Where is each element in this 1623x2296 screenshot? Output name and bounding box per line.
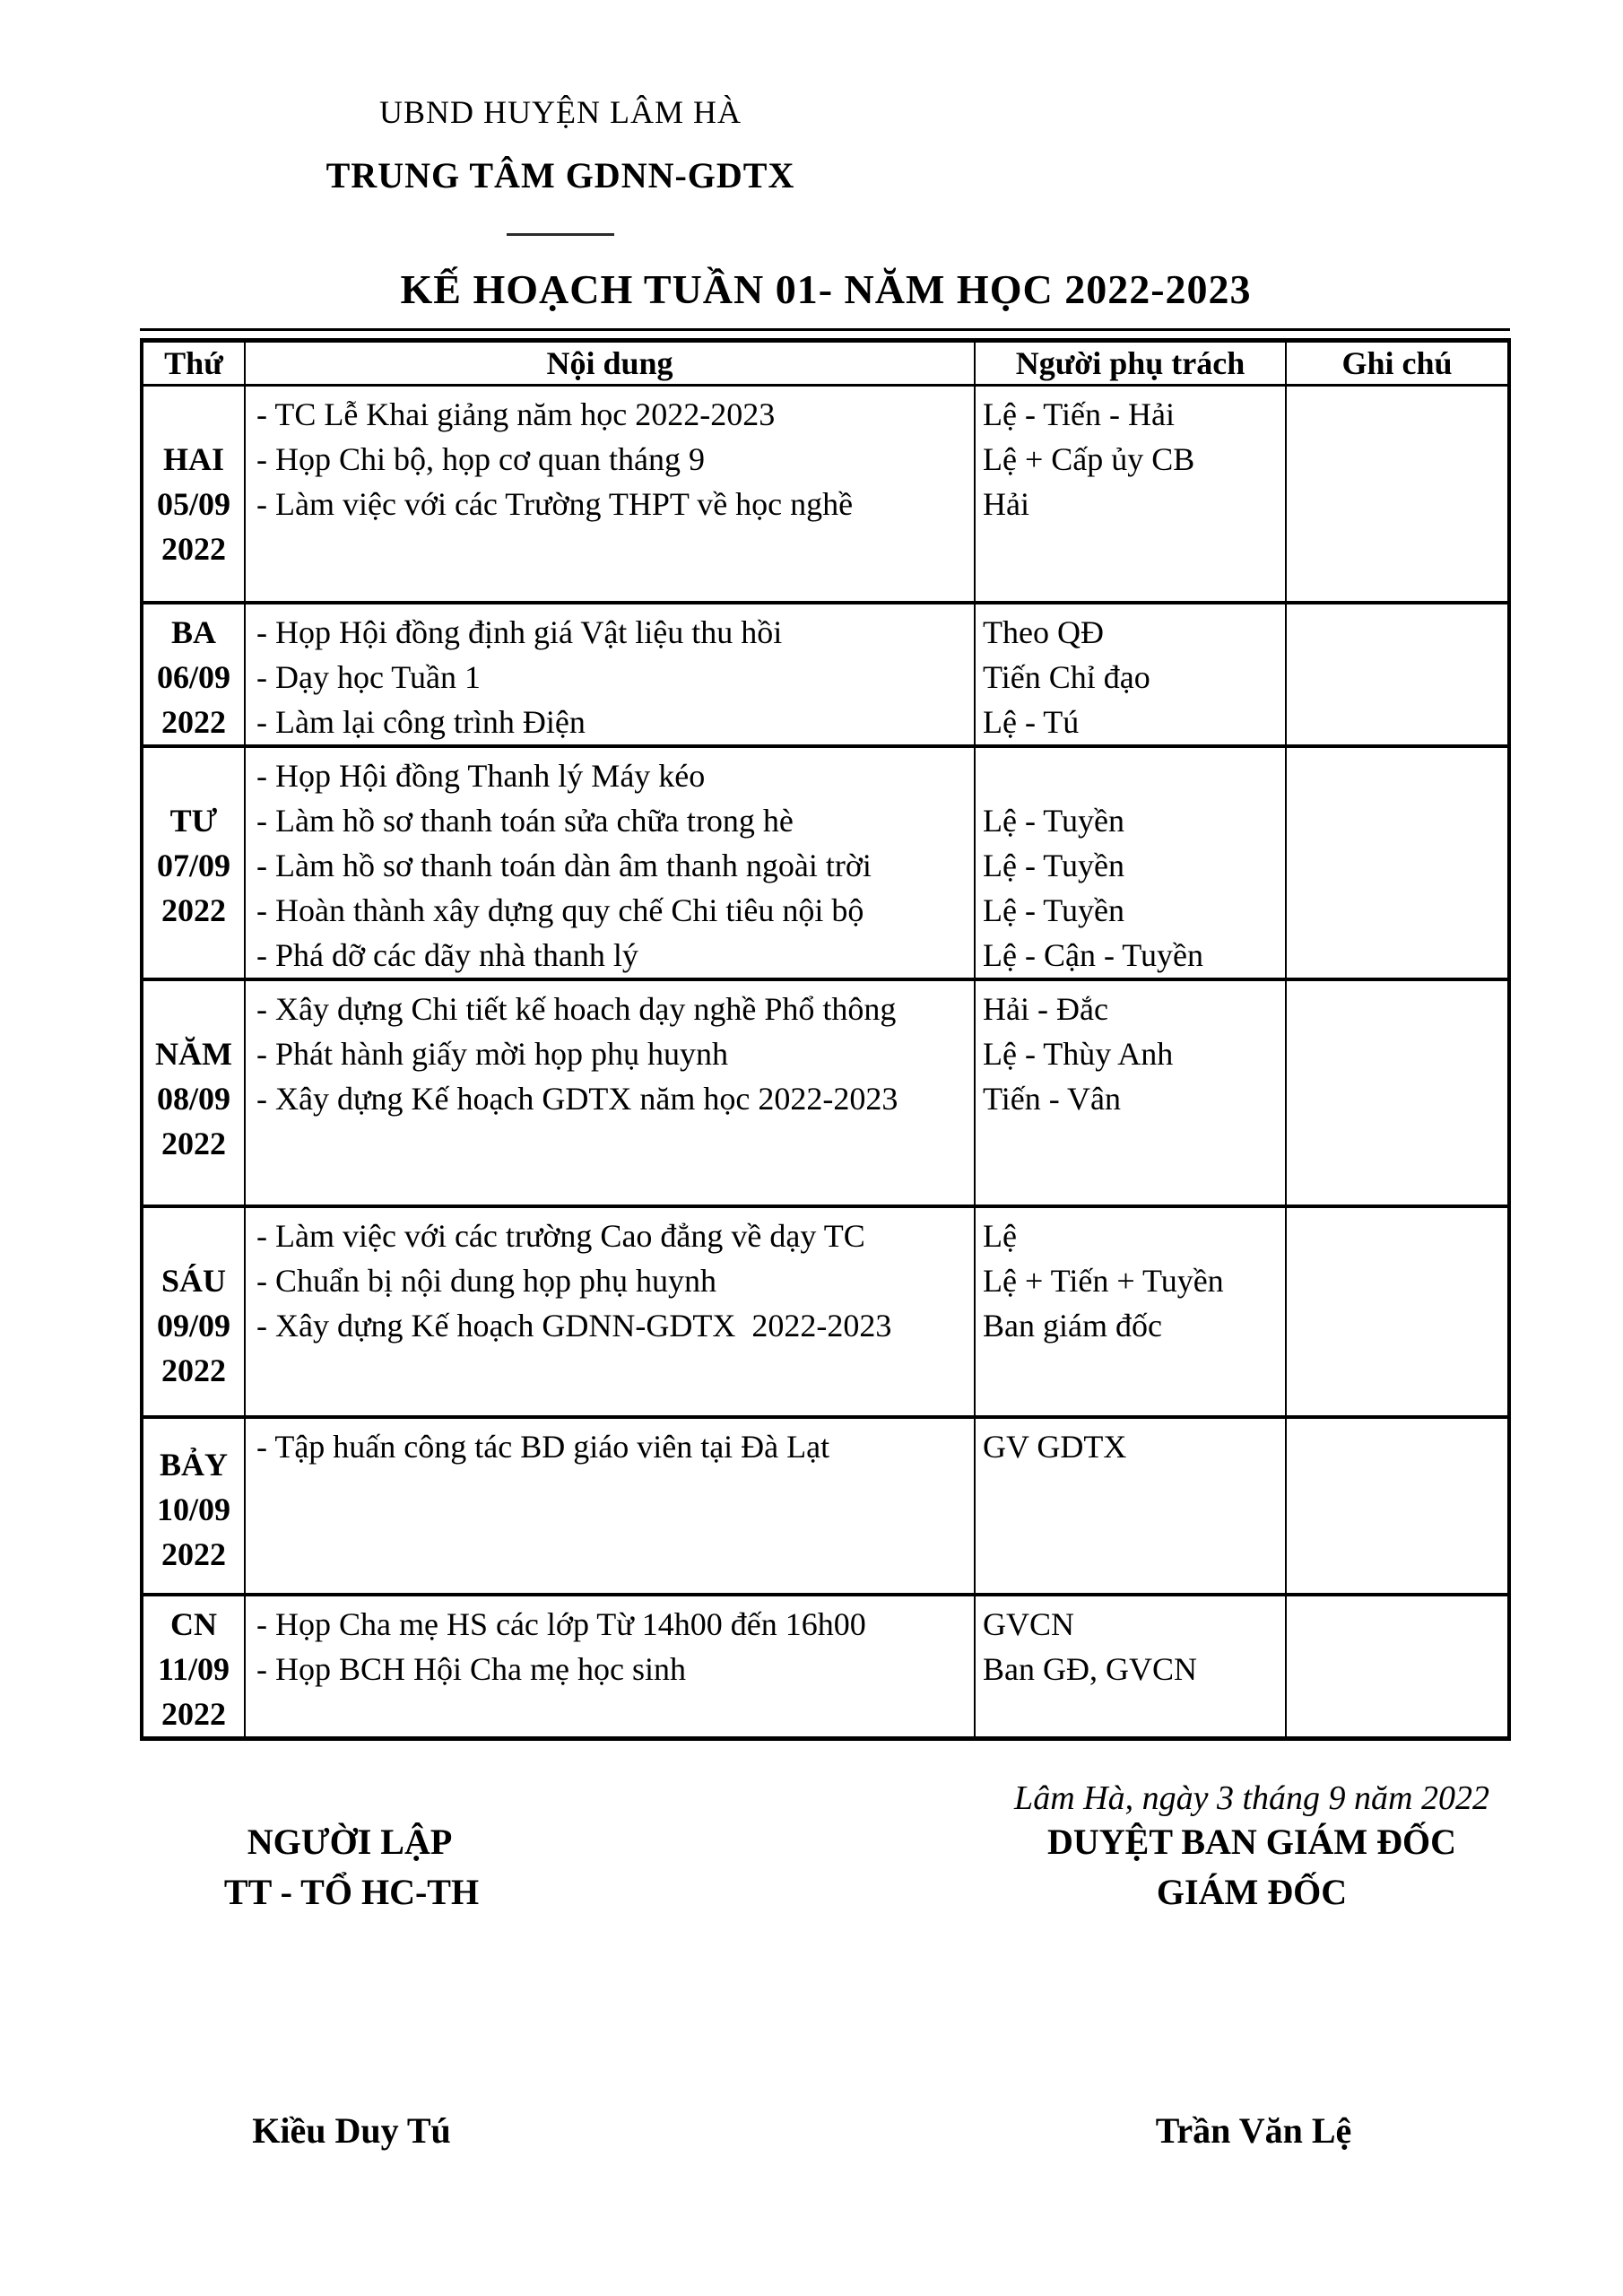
col-header-person: Người phụ trách [975,341,1286,386]
content-line: - Làm hồ sơ thanh toán dàn âm thanh ngoài trời [256,847,872,883]
note-cell [1286,1206,1509,1417]
content-cell [245,386,975,603]
note-cell [1286,746,1509,979]
org-unit: TRUNG TÂM GDNN-GDTX [325,155,795,196]
person-line: Lệ + Cấp ủy CB [983,441,1195,477]
person-line: Lệ + Tiến + Tuyền [983,1262,1224,1299]
content-line: - Phá dỡ các dãy nhà thanh lý [256,936,638,973]
org-name: UBND HUYỆN LÂM HÀ [379,94,742,130]
day-date: 08/09 [156,1080,230,1117]
persons-cell [975,1206,1286,1417]
plan-row [142,1417,1509,1595]
content-line: - Xây dựng Chi tiết kế hoach dạy nghề Phổ thông [256,990,897,1027]
day-date: 10/09 [156,1491,230,1527]
content-line: - Họp BCH Hội Cha mẹ học sinh [256,1650,686,1687]
person-line: Lệ - Tiến - Hải [983,396,1175,432]
person-line: GV GDTX [983,1428,1127,1465]
note-cell [1286,386,1509,603]
table-top-rule [140,328,1510,331]
person-line: Tiến - Vân [983,1080,1122,1117]
content-cell [245,1417,975,1595]
content-line: - Họp Hội đồng định giá Vật liệu thu hồi [256,613,783,650]
persons-cell [975,386,1286,603]
creator-name: Kiều Duy Tú [252,2110,451,2151]
day-year: 2022 [161,531,226,567]
creator-title: NGƯỜI LẬP [247,1822,453,1862]
org-header [0,93,1121,196]
person-line: Lệ [983,1217,1017,1254]
content-line: - Hoàn thành xây dựng quy chế Chi tiêu nội bộ [256,891,864,928]
content-line: - Dạy học Tuần 1 [256,658,481,695]
person-line: Ban giám đốc [983,1307,1162,1344]
note-line [1298,1213,1498,1258]
person-line: GVCN [983,1605,1075,1642]
day-date: 05/09 [156,486,230,522]
person-line: Hải - Đắc [983,990,1108,1027]
content-cell [245,1206,975,1417]
plan-row [142,1595,1509,1739]
day-year: 2022 [161,1535,226,1572]
approver-title: DUYỆT BAN GIÁM ĐỐC [1047,1822,1456,1862]
plan-row [142,979,1509,1206]
person-line [983,753,1276,798]
persons-cell [975,603,1286,746]
plan-row [142,746,1509,979]
content-line: - Họp Hội đồng Thanh lý Máy kéo [256,757,706,794]
day-name: TƯ [169,802,218,839]
person-line: Lệ - Cận - Tuyền [983,936,1203,973]
person-line: Lệ - Tú [983,703,1080,740]
day-cell [142,746,245,979]
plan-table-body [142,386,1509,1739]
day-cell [142,603,245,746]
day-cell [142,386,245,603]
content-line: - Làm việc với các trường Cao đẳng về dạy TC [256,1217,865,1254]
table-header-row [142,341,1509,386]
note-cell [1286,603,1509,746]
content-cell [245,979,975,1206]
person-line: Ban GĐ, GVCN [983,1650,1197,1687]
day-year: 2022 [161,703,226,740]
day-name: HAI [162,441,224,477]
day-date: 11/09 [157,1650,230,1687]
day-year: 2022 [161,1695,226,1732]
note-line [1298,1424,1498,1469]
plan-row [142,386,1509,603]
col-header-note: Ghi chú [1286,341,1509,386]
note-line [1298,392,1498,437]
note-line [1298,610,1498,655]
day-name: BẢY [159,1446,228,1483]
day-name: BA [170,613,216,650]
day-year: 2022 [161,1125,226,1161]
content-line: - Làm lại công trình Điện [256,703,586,740]
content-line: - Làm hồ sơ thanh toán sửa chữa trong hè [256,802,794,839]
header-divider [507,233,614,236]
day-year: 2022 [161,891,226,928]
date-location-line: Lâm Hà, ngày 3 tháng 9 năm 2022 [1014,1779,1489,1817]
day-year: 2022 [161,1352,226,1388]
content-line: - Chuẩn bị nội dung họp phụ huynh [256,1262,716,1299]
person-line: Lệ - Thùy Anh [983,1035,1174,1072]
content-line: - Phát hành giấy mời họp phụ huynh [256,1035,728,1072]
note-cell [1286,1417,1509,1595]
day-date: 07/09 [156,847,230,883]
content-cell [245,603,975,746]
person-line: Tiến Chỉ đạo [983,658,1150,695]
content-line: - Làm việc với các Trường THPT về học nghề [256,486,854,522]
content-cell [245,1595,975,1739]
persons-cell [975,979,1286,1206]
content-line: - Họp Cha mẹ HS các lớp Từ 14h00 đến 16h00 [256,1605,866,1642]
persons-cell [975,1595,1286,1739]
content-line: - Xây dựng Kế hoạch GDNN-GDTX 2022-2023 [256,1307,892,1344]
note-cell [1286,979,1509,1206]
person-line: Lệ - Tuyền [983,802,1125,839]
content-line: - TC Lễ Khai giảng năm học 2022-2023 [256,396,776,432]
day-name: CN [170,1605,217,1642]
day-date: 06/09 [156,658,230,695]
approver-name: Trần Văn Lệ [1155,2110,1352,2151]
day-cell [142,1206,245,1417]
day-name: SÁU [161,1262,227,1299]
day-cell [142,1595,245,1739]
approver-role: GIÁM ĐỐC [1156,1872,1348,1912]
person-line: Theo QĐ [983,613,1104,650]
person-line: Lệ - Tuyền [983,847,1125,883]
col-header-day: Thứ [142,341,245,386]
persons-cell [975,1417,1286,1595]
weekly-plan-table [140,338,1511,1741]
persons-cell [975,746,1286,979]
note-line [1298,1602,1498,1647]
day-name: NĂM [155,1035,232,1072]
plan-row [142,603,1509,746]
content-line: - Xây dựng Kế hoạch GDTX năm học 2022-2023 [256,1080,898,1117]
person-line: Hải [983,486,1029,522]
note-cell [1286,1595,1509,1739]
content-line: - Tập huấn công tác BD giáo viên tại Đà Lạt [256,1428,830,1465]
note-line [1298,987,1498,1031]
content-line: - Họp Chi bộ, họp cơ quan tháng 9 [256,441,705,477]
day-date: 09/09 [156,1307,230,1344]
creator-dept: TT - TỔ HC-TH [223,1872,480,1912]
note-line [1298,753,1498,798]
plan-row [142,1206,1509,1417]
document-title: KẾ HOẠCH TUẦN 01- NĂM HỌC 2022-2023 [400,266,1252,312]
person-line: Lệ - Tuyền [983,891,1125,928]
day-cell [142,979,245,1206]
content-cell [245,746,975,979]
day-cell [142,1417,245,1595]
col-header-content: Nội dung [245,341,975,386]
